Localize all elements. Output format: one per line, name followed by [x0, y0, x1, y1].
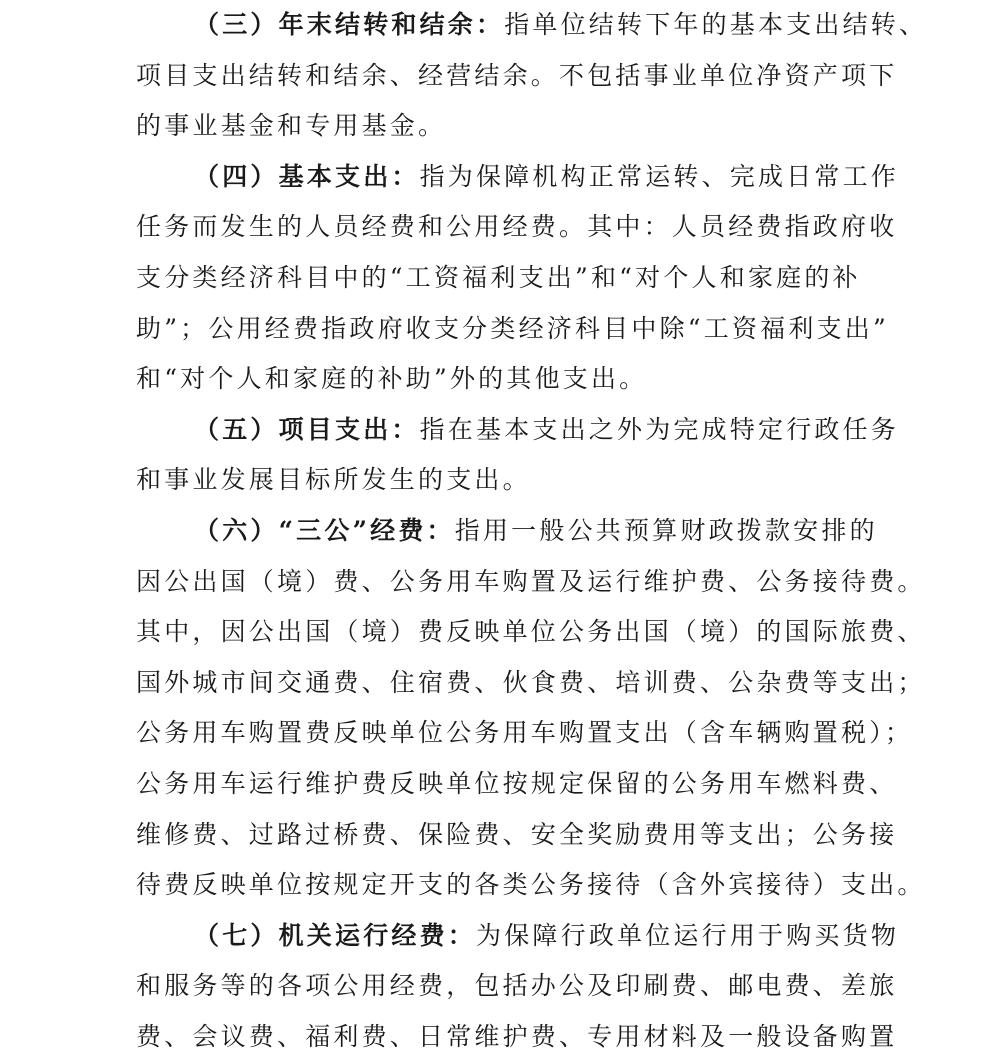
paragraph-line: 和“对个人和家庭的补助”外的其他支出。: [136, 364, 648, 394]
paragraph-first-line: [136, 911, 900, 962]
paragraph-heading: （七）机关运行经费：: [194, 920, 477, 950]
paragraph-line: 支分类经济科目中的“工资福利支出”和“对个人和家庭的补: [136, 262, 861, 292]
paragraph-three-public-expenses: [136, 506, 926, 911]
paragraph-basic-expenditure: [136, 152, 900, 405]
paragraph-first-line: [136, 152, 900, 203]
paragraph-line: 待费反映单位按规定开支的各类公务接待（含外宾接待）支出。: [136, 870, 926, 900]
paragraph-first-line: [136, 506, 896, 557]
document-page: [136, 0, 928, 1062]
paragraph-text: 指单位结转下年的基本支出结转、: [504, 10, 928, 39]
paragraph-heading: （五）项目支出：: [194, 414, 420, 444]
paragraph-text: 为保障行政单位运行用于购买货物: [476, 920, 900, 950]
paragraph-line: 因公出国（境）费、公务用车购置及运行维护费、公务接待费。: [136, 566, 926, 596]
paragraph-heading: （四）基本支出：: [194, 161, 420, 191]
paragraph-line: 维修费、过路过桥费、保险费、安全奖励费用等支出；公务接: [136, 819, 898, 849]
paragraph-line: 和服务等的各项公用经费，包括办公及印刷费、邮电费、差旅: [136, 971, 898, 1001]
paragraph-text: 指用一般公共预算财政拨款安排的: [454, 515, 878, 545]
paragraph-line: 助”；公用经费指政府收支分类经济科目中除“工资福利支出”: [136, 313, 889, 343]
paragraph-heading: （六）“三公”经费：: [194, 515, 455, 545]
paragraph-line: 国外城市间交通费、住宿费、伙食费、培训费、公杂费等支出；: [136, 667, 926, 697]
paragraph-line: 公务用车运行维护费反映单位按规定保留的公务用车燃料费、: [136, 768, 898, 798]
paragraph-heading: （三）年末结转和结余：: [194, 10, 505, 39]
paragraph-line: 项目支出结转和结余、经营结余。不包括事业单位净资产项下: [136, 60, 898, 90]
paragraph-first-line: [136, 405, 900, 456]
paragraph-text: 指为保障机构正常运转、完成日常工作: [419, 161, 900, 191]
paragraph-line: 公务用车购置费反映单位公务用车购置支出（含车辆购置税）；: [136, 718, 914, 748]
paragraph-line: 和事业发展目标所发生的支出。: [136, 465, 531, 495]
paragraph-first-line: [136, 0, 928, 51]
paragraph-line: 的事业基金和专用基金。: [136, 111, 447, 141]
paragraph-operating-expenses: [136, 911, 900, 1062]
paragraph-project-expenditure: [136, 405, 900, 506]
paragraph-line: 其中，因公出国（境）费反映单位公务出国（境）的国际旅费、: [136, 617, 926, 647]
paragraph-year-end-balance: [136, 0, 928, 152]
paragraph-line: 费、会议费、福利费、日常维护费、专用材料及一般设备购置: [136, 1021, 898, 1051]
paragraph-line: 任务而发生的人员经费和公用经费。其中：人员经费指政府收: [136, 212, 898, 242]
paragraph-text: 指在基本支出之外为完成特定行政任务: [419, 414, 900, 444]
